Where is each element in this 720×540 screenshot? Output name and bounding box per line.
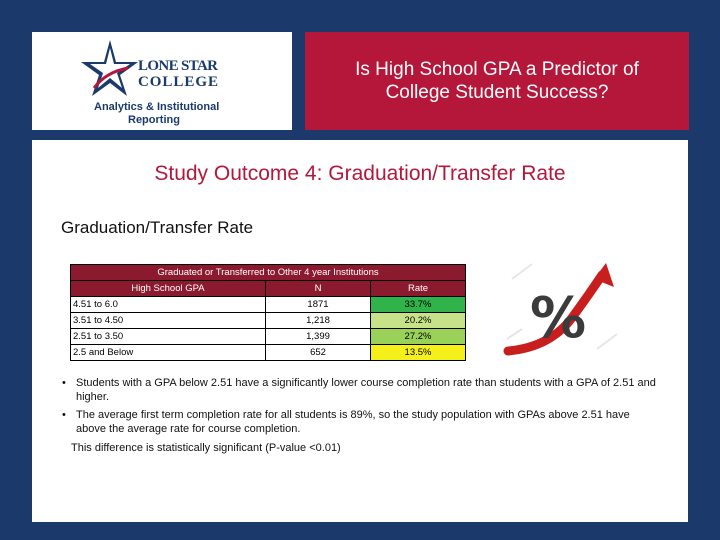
rate-cell: 33.7% [371,297,466,313]
content-panel [32,140,688,522]
list-item: • Students with a GPA below 2.51 have a significantly lower course completion rate than students with a GPA of 2.51 and higher. [62,377,656,403]
logo-name-text: LONE STAR [138,58,218,74]
table-header-row [71,281,466,297]
significance-note: This difference is statistically significant (P-value <0.01) [71,442,341,454]
list-item: • The average first term completion rate for all students is 89%, so the study population with GPAs above 2.51 have above the average rate for course completion. [62,409,630,435]
table-row [71,313,466,329]
page-title: Is High School GPA a Predictor of College Student Success? [355,59,639,103]
percent-growth-arrow-icon [502,259,622,359]
findings-list [58,376,658,440]
n-cell: 652 [266,345,371,361]
table-title-row [71,265,466,281]
n-cell: 1,218 [266,313,371,329]
svg-text:Reporting: Reporting [128,114,180,126]
logo-department-text: Analytics & Institutional [94,101,220,113]
bullet-icon: • [62,377,66,389]
n-cell: 1871 [266,297,371,313]
gpa-cell: 3.51 to 4.50 [71,313,266,329]
table-row [71,297,466,313]
gpa-cell: 2.51 to 3.50 [71,329,266,345]
gpa-cell: 4.51 to 6.0 [71,297,266,313]
column-header-n: N [266,281,371,297]
section-heading: Study Outcome 4: Graduation/Transfer Rate [154,162,566,185]
svg-text:COLLEGE: COLLEGE [138,74,218,90]
gpa-rate-table [70,264,466,361]
column-header-rate: Rate [371,281,466,297]
rate-cell: 27.2% [371,329,466,345]
gpa-cell: 2.5 and Below [71,345,266,361]
title-banner [305,32,689,130]
lone-star-college-logo [32,32,292,130]
table-row [71,345,466,361]
n-cell: 1,399 [266,329,371,345]
table-title: Graduated or Transferred to Other 4 year Institutions [71,265,466,281]
logo-panel [32,32,292,130]
bullet-icon: • [62,409,66,421]
table-row [71,329,466,345]
svg-text:%: % [530,286,587,351]
section-subheading: Graduation/Transfer Rate [61,218,254,237]
column-header-gpa: High School GPA [71,281,266,297]
rate-cell: 13.5% [371,345,466,361]
rate-cell: 20.2% [371,313,466,329]
